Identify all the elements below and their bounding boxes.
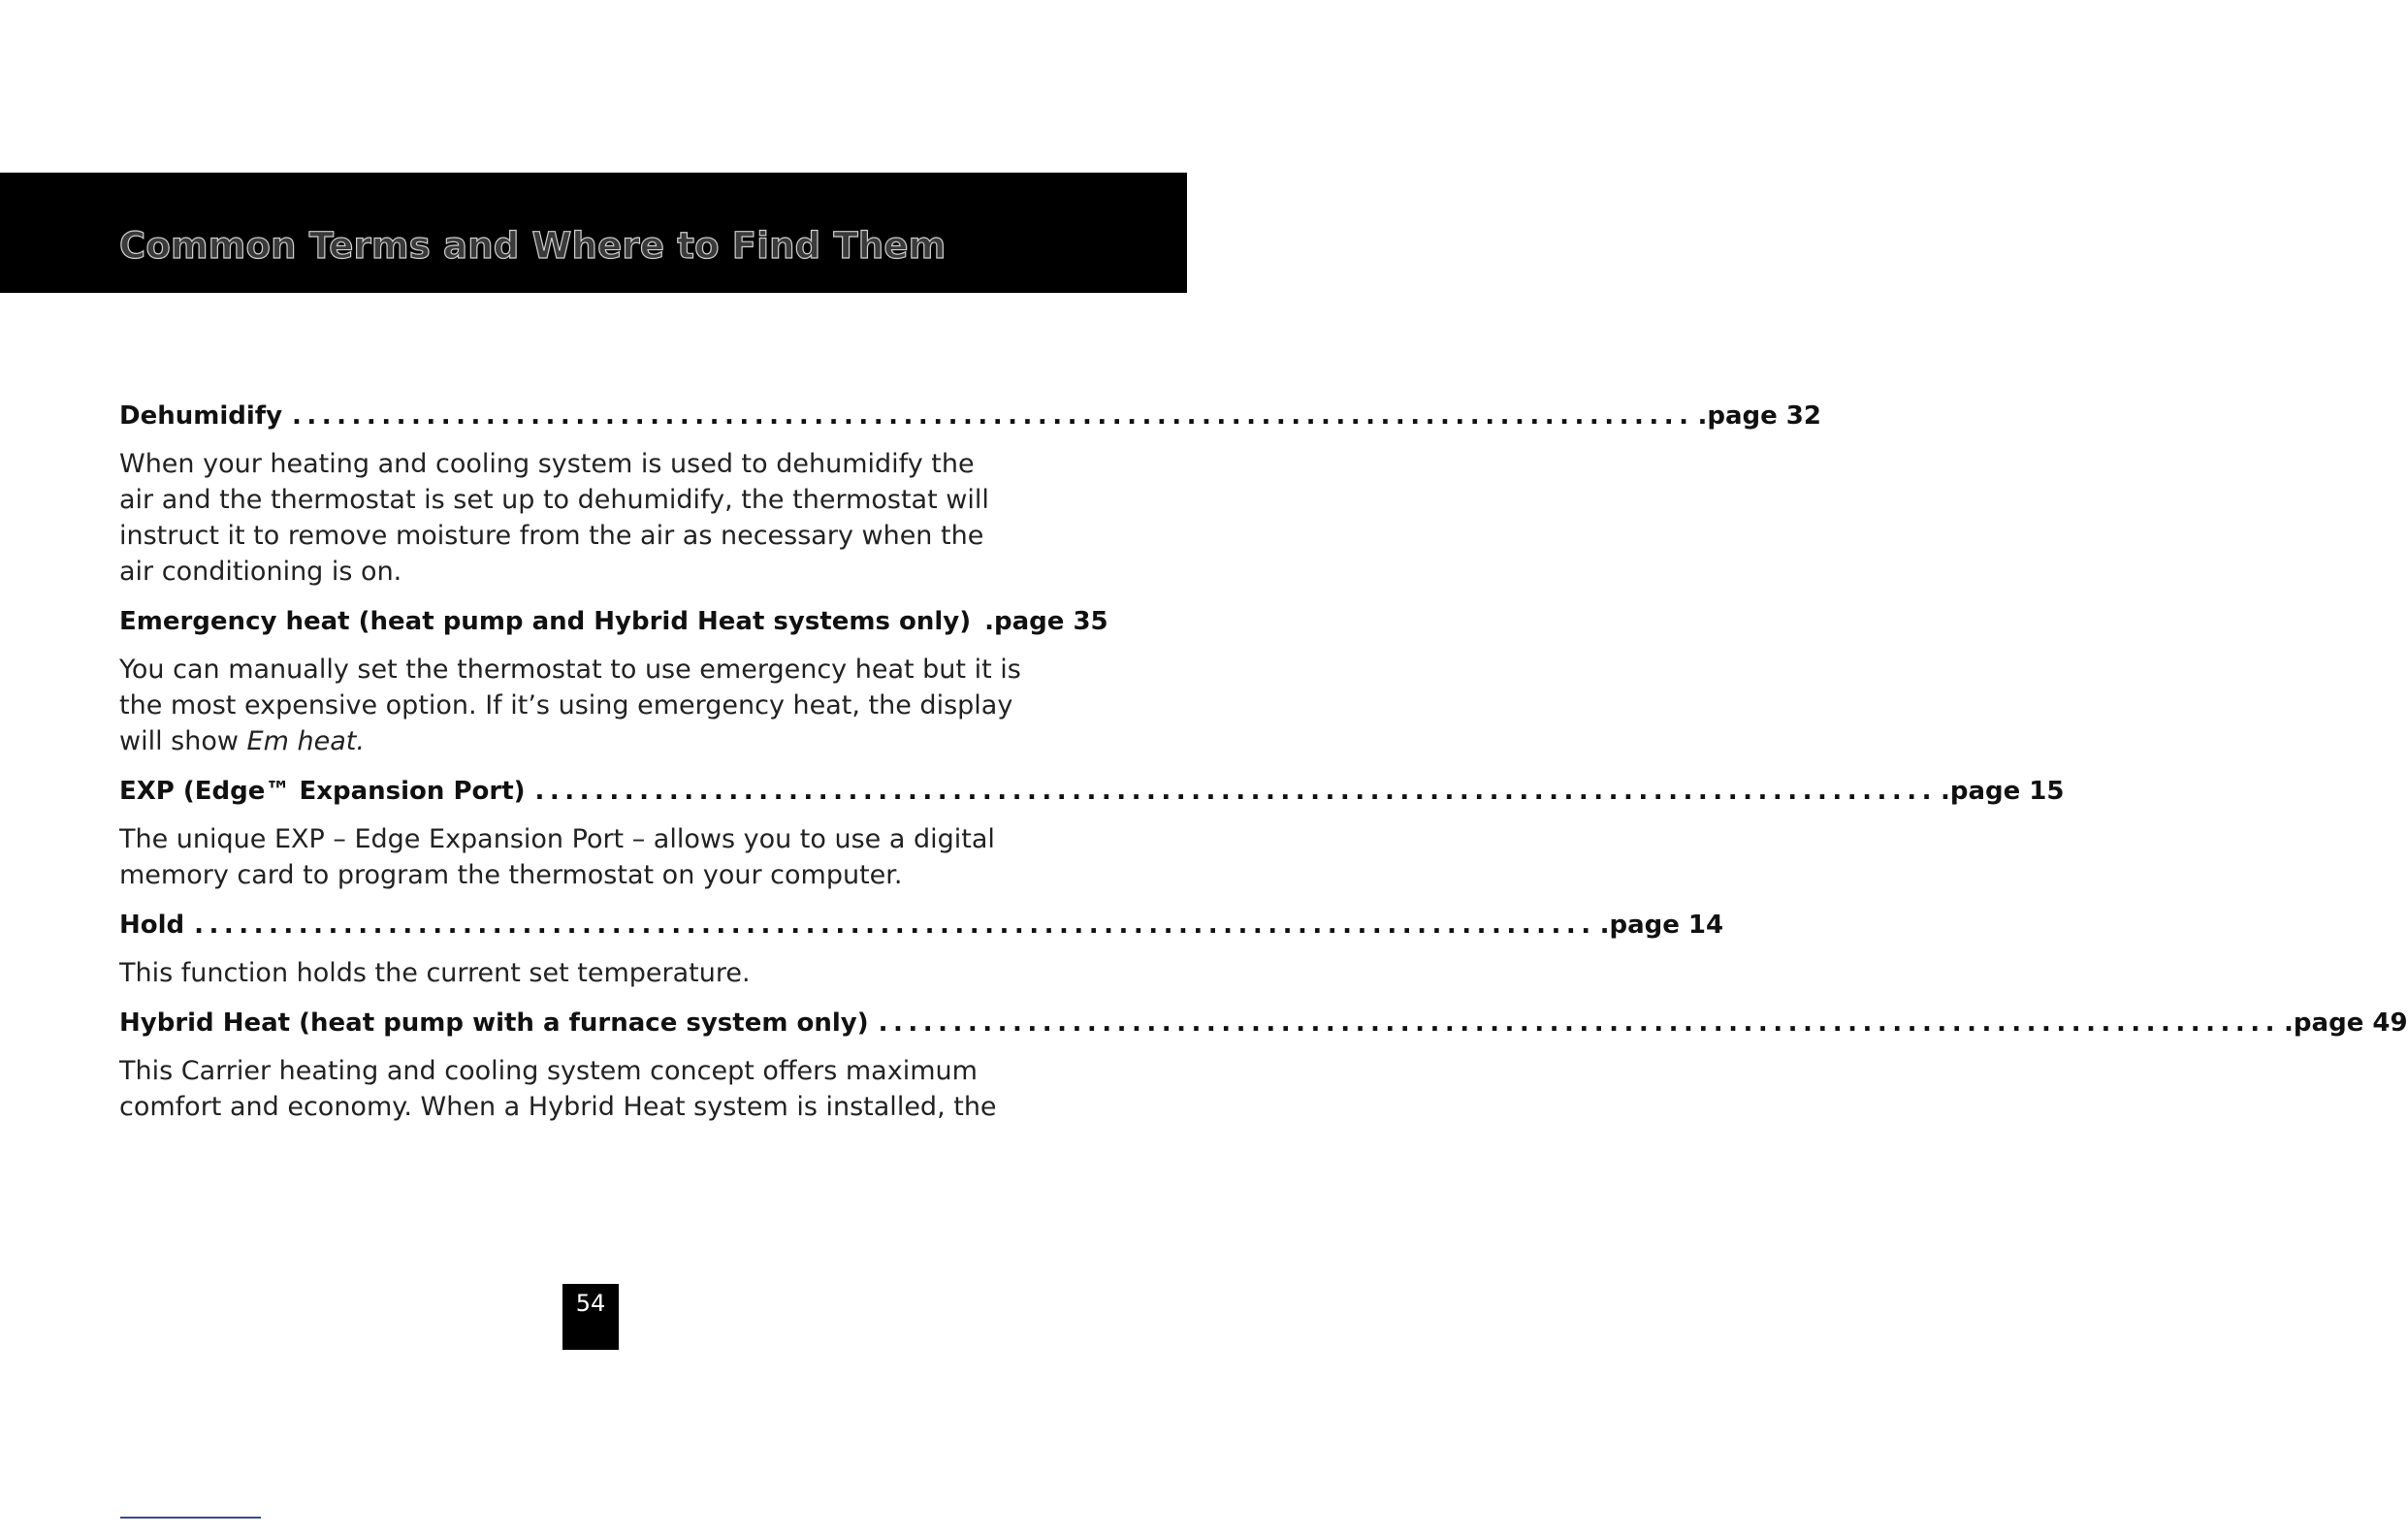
term-name: Hold bbox=[119, 911, 185, 940]
page-number-badge bbox=[562, 1284, 619, 1350]
entry-heading bbox=[119, 1007, 2408, 1040]
term-entry-emergency-heat bbox=[119, 605, 1108, 759]
page-reference: .page 35 bbox=[984, 607, 1108, 636]
entry-heading bbox=[119, 909, 1724, 942]
dot-leader: .............................................................................................. bbox=[534, 777, 1937, 806]
entry-heading bbox=[119, 400, 1821, 432]
page-number: 54 bbox=[575, 1290, 606, 1317]
term-name: Dehumidify bbox=[119, 401, 283, 431]
dot-leader: .............................................................................................. bbox=[878, 1008, 2281, 1038]
term-description bbox=[119, 652, 1058, 759]
term-description bbox=[119, 955, 1058, 991]
term-description bbox=[119, 446, 1058, 590]
description-line: air conditioning is on. bbox=[119, 557, 402, 587]
dot-leader: .............................................................................................. bbox=[194, 911, 1596, 940]
display-text-em-heat: Em heat. bbox=[246, 726, 365, 756]
description-line: This function holds the current set temperature. bbox=[119, 958, 751, 988]
description-line: air and the thermostat is set up to dehumidify, the thermostat will bbox=[119, 485, 989, 515]
description-line: The unique EXP – Edge Expansion Port – allows you to use a digital bbox=[119, 824, 995, 854]
term-entry-hybrid-heat bbox=[119, 1007, 2408, 1125]
description-line: instruct it to remove moisture from the air as necessary when the bbox=[119, 521, 984, 551]
page-title: Common Terms and Where to Find Them bbox=[119, 225, 947, 267]
page-reference: .page 14 bbox=[1599, 911, 1724, 940]
footer-rule bbox=[120, 1517, 261, 1519]
description-line: You can manually set the thermostat to use emergency heat but it is bbox=[119, 655, 1021, 685]
description-text: will show bbox=[119, 726, 247, 756]
term-name: EXP (Edge™ Expansion Port) bbox=[119, 777, 526, 806]
dot-leader: .............................................................................................. bbox=[292, 401, 1694, 431]
page-reference: .page 15 bbox=[1940, 777, 2065, 806]
entry-heading bbox=[119, 775, 2065, 808]
term-description bbox=[119, 1053, 1058, 1125]
description-line: This Carrier heating and cooling system concept offers maximum bbox=[119, 1056, 978, 1086]
description-line bbox=[119, 723, 1058, 759]
description-line: comfort and economy. When a Hybrid Heat system is installed, the bbox=[119, 1092, 997, 1122]
page-reference: .page 32 bbox=[1697, 401, 1821, 431]
description-line: memory card to program the thermostat on your computer. bbox=[119, 860, 903, 890]
description-line: the most expensive option. If it’s using emergency heat, the display bbox=[119, 690, 1013, 720]
term-entry-dehumidify bbox=[119, 400, 1821, 590]
term-name: Emergency heat (heat pump and Hybrid Heat systems only) bbox=[119, 607, 972, 636]
term-entry-exp bbox=[119, 775, 2065, 893]
terms-list bbox=[119, 400, 2408, 1140]
description-line: When your heating and cooling system is used to dehumidify the bbox=[119, 449, 975, 479]
term-description bbox=[119, 821, 1058, 893]
term-name: Hybrid Heat (heat pump with a furnace system only) bbox=[119, 1008, 869, 1038]
page-reference: .page 49 bbox=[2284, 1008, 2408, 1038]
term-entry-hold bbox=[119, 909, 1724, 991]
entry-heading bbox=[119, 605, 1108, 638]
